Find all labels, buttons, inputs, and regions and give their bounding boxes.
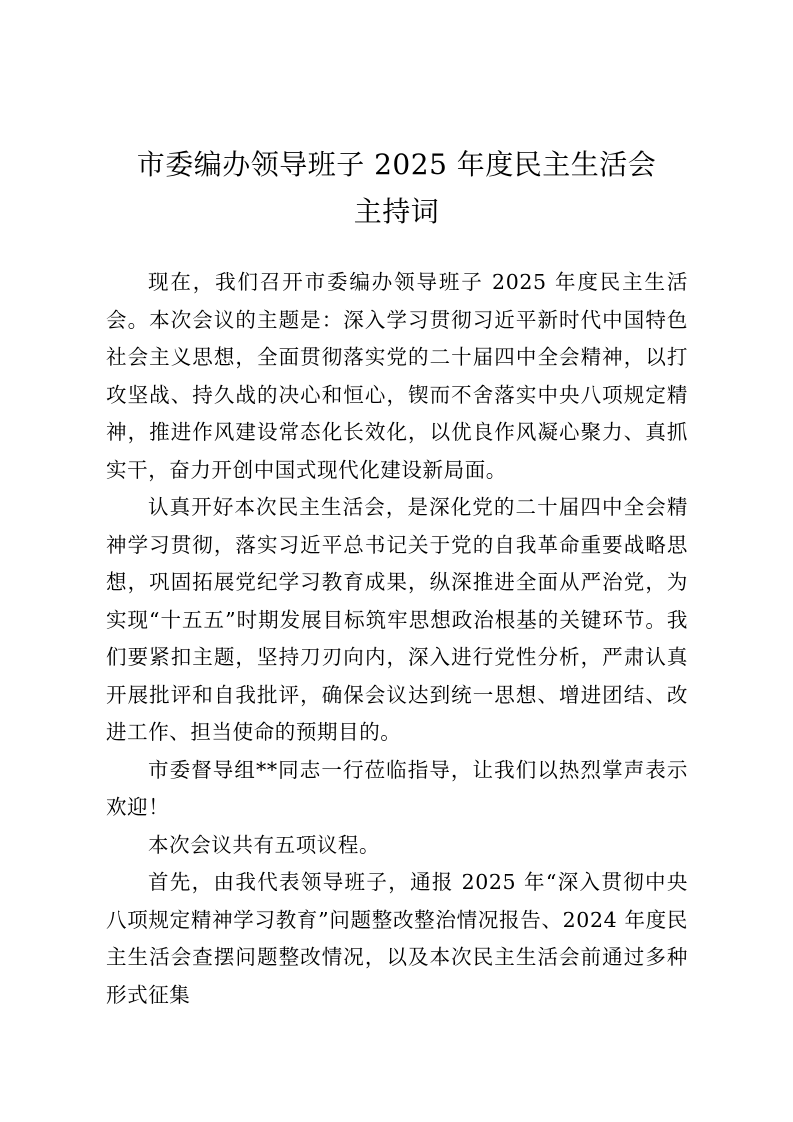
paragraph-first-item: 首先，由我代表领导班子，通报 2025 年“深入贯彻中央八项规定精神学习教育”问题整改整治情况报告、2024 年度民主生活会查摆问题整改情况，以及本次民主生活会前通过多种形式征集	[106, 870, 688, 1007]
document-body	[106, 264, 688, 1014]
paragraph-welcome: 市委督导组**同志一行莅临指导，让我们以热烈掌声表示欢迎！	[106, 757, 688, 819]
paragraph-meeting-significance: 认真开好本次民主生活会，是深化党的二十届四中全会精神学习贯彻，落实习近平总书记关于党的自我革命重要战略思想，巩固拓展党纪学习教育成果，纵深推进全面从严治党，为实现“十五五”时期发展目标筑牢思想政治根基的关键环节。我们要紧扣主题，坚持刀刃向内，深入进行党性分析，严肃认真开展批评和自我批评，确保会议达到统一思想、增进团结、改进工作、担当使命的预期目的。	[106, 495, 688, 744]
paragraph-agenda-count: 本次会议共有五项议程。	[148, 832, 381, 857]
paragraph-meeting-theme: 现在，我们召开市委编办领导班子 2025 年度民主生活会。本次会议的主题是：深入学习贯彻习近平新时代中国特色社会主义思想，全面贯彻落实党的二十届四中全会精神，以打攻坚战、持久战的决心和恒心，锲而不舍落实中央八项规定精神，推进作风建设常态化长效化，以优良作风凝心聚力、真抓实干，奋力开创中国式现代化建设新局面。	[106, 270, 688, 482]
document-title: 市委编办领导班子 2025 年度民主生活会	[136, 148, 657, 181]
document-subtitle: 主持词	[353, 195, 440, 228]
